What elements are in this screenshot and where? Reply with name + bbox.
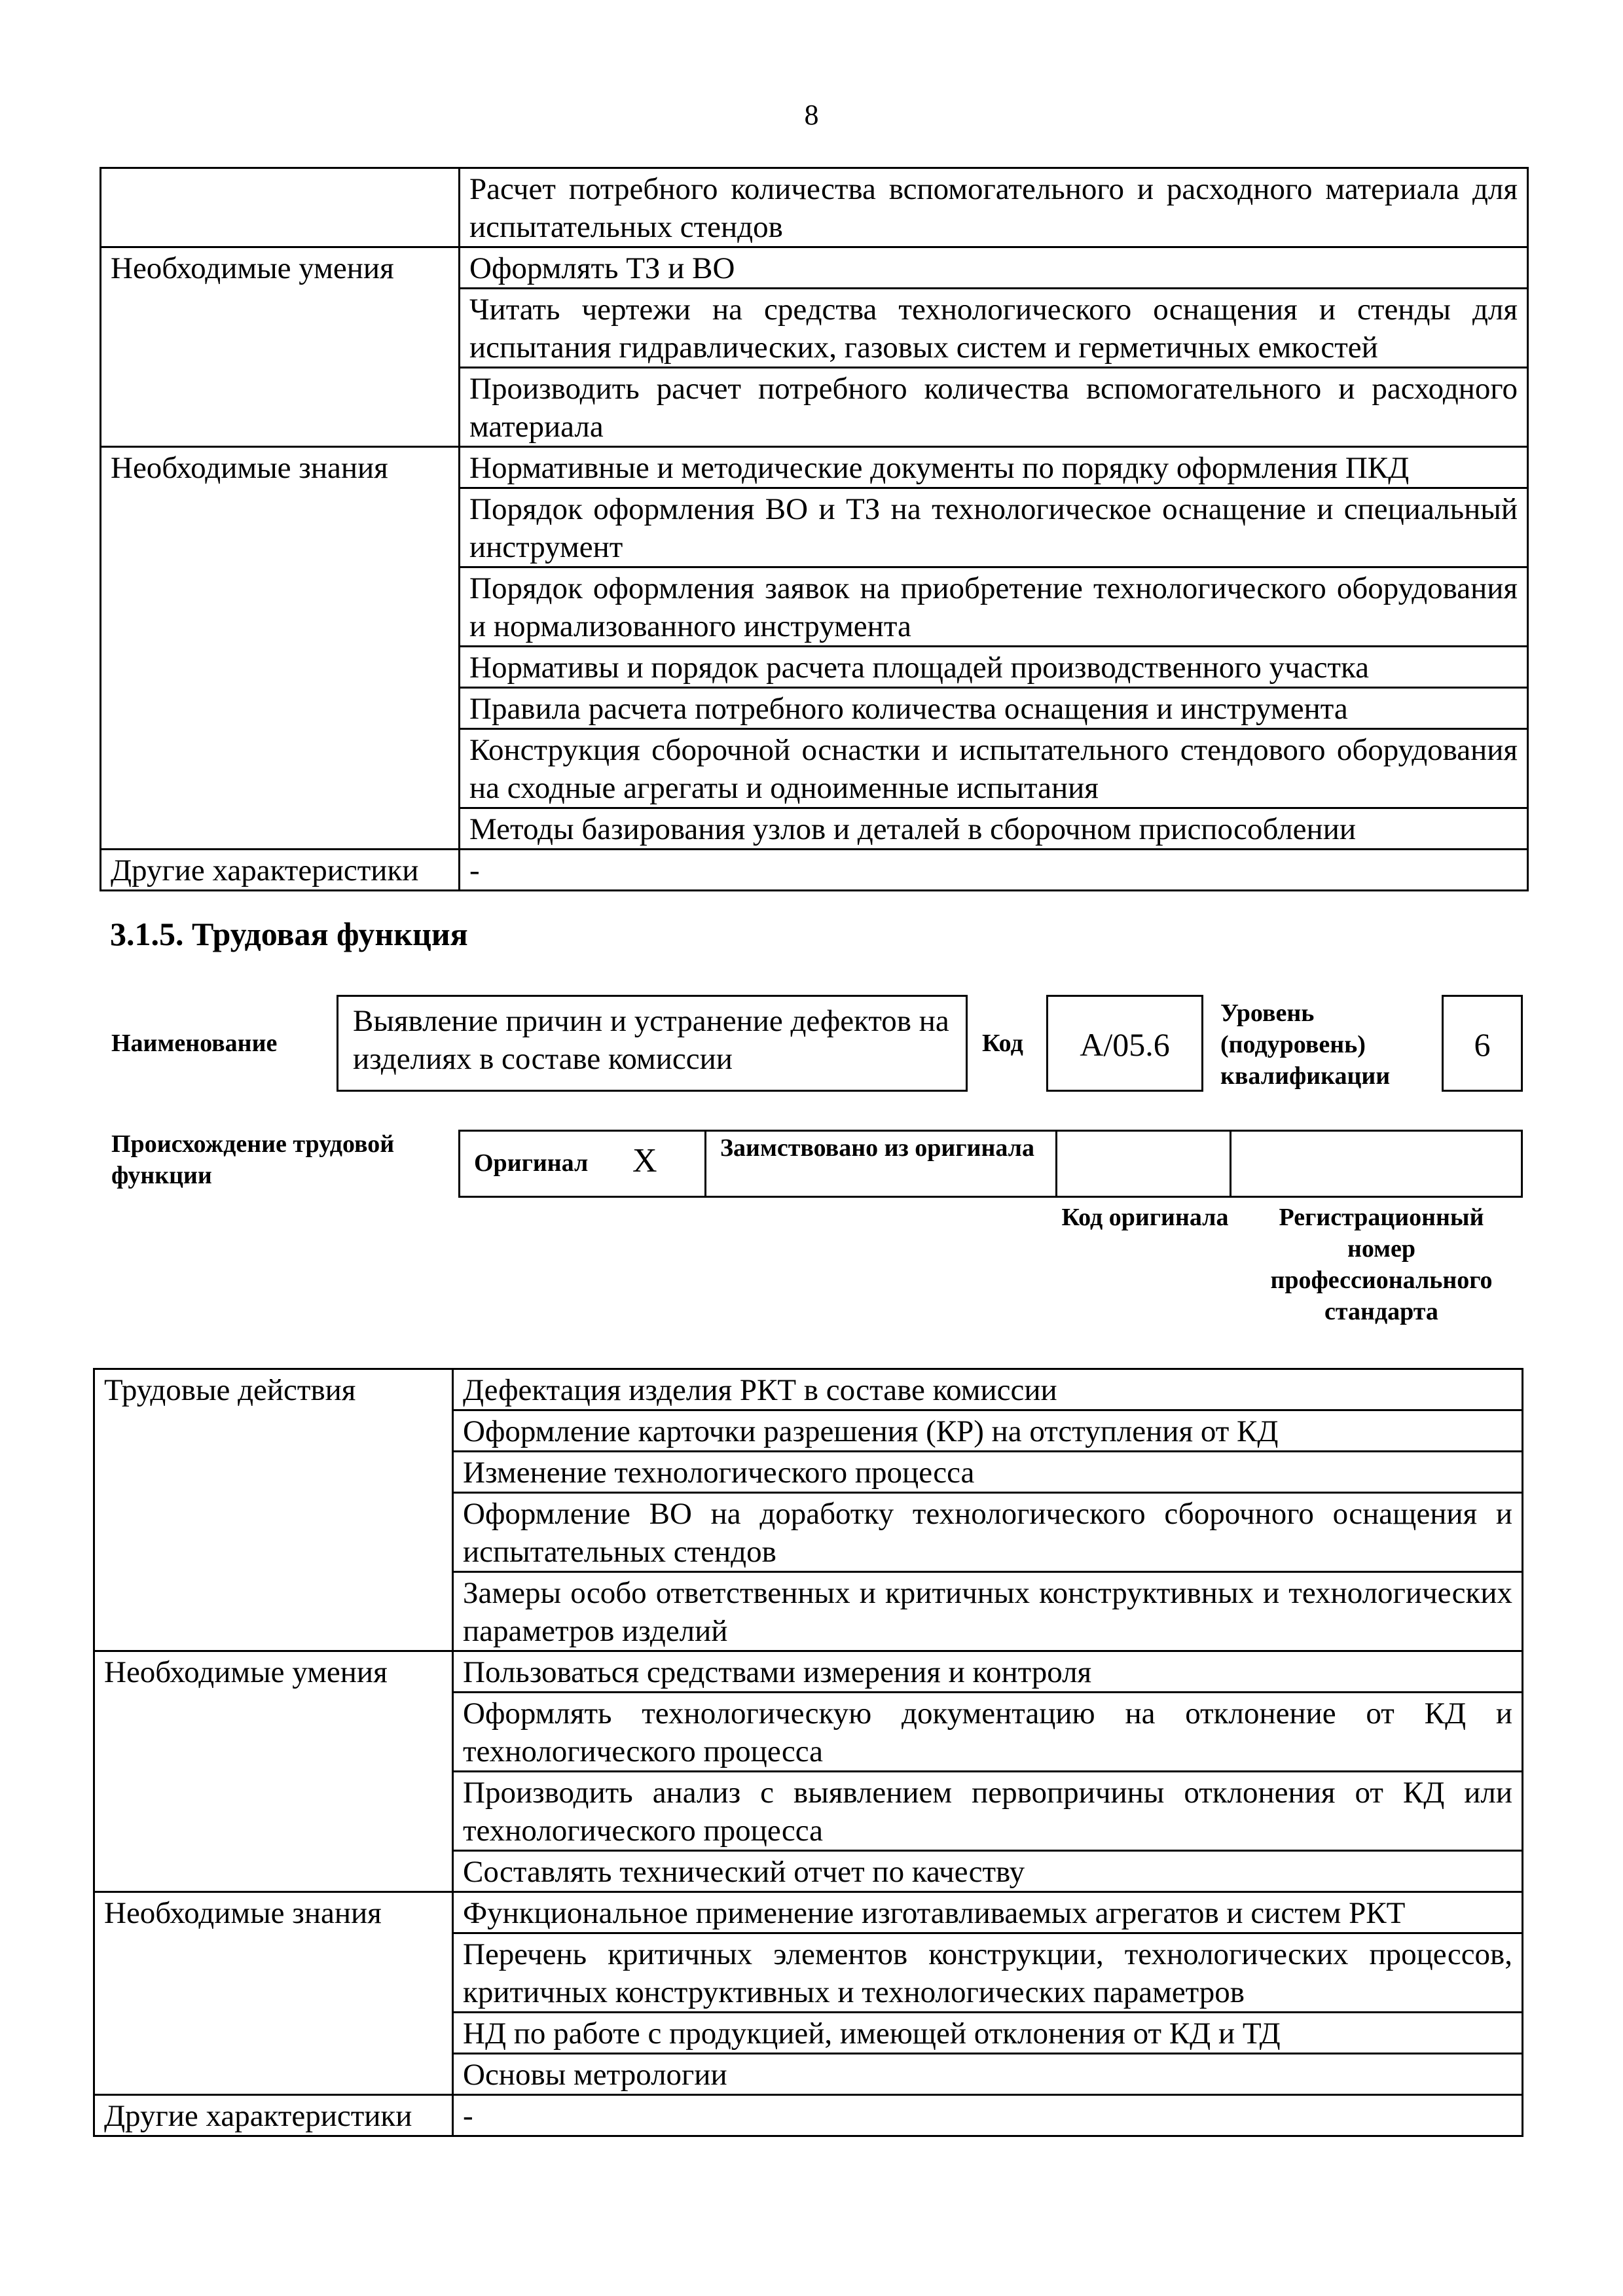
row-content: Правила расчета потребного количества оснащения и инструмента xyxy=(460,688,1528,729)
row-content: - xyxy=(460,850,1528,891)
level-box xyxy=(1442,995,1523,1092)
table-row xyxy=(101,168,1528,247)
level-value: 6 xyxy=(1474,1026,1491,1063)
row-label xyxy=(94,2013,453,2054)
requirements-table-bottom xyxy=(93,1368,1523,2137)
row-content: Замеры особо ответственных и критичных конструктивных и технологических параметров изделий xyxy=(453,1572,1523,1651)
table-row xyxy=(94,1693,1523,1772)
table-row xyxy=(94,1410,1523,1452)
row-content: Производить расчет потребного количества вспомогательного и расходного материала xyxy=(460,368,1528,447)
table-row xyxy=(94,2054,1523,2095)
row-label xyxy=(94,1410,453,1452)
row-label xyxy=(94,1693,453,1772)
row-content: Оформлять технологическую документацию на отклонение от КД и технологического процесса xyxy=(453,1693,1523,1772)
divider xyxy=(1055,1130,1057,1198)
row-content: Порядок оформления ВО и ТЗ на технологическое оснащение и специальный инструмент xyxy=(460,488,1528,567)
row-label xyxy=(94,1851,453,1892)
table-row xyxy=(94,1452,1523,1493)
table-row xyxy=(101,289,1528,368)
row-content: Дефектация изделия РКТ в составе комиссии xyxy=(453,1369,1523,1410)
row-content: Оформление ВО на доработку технологического сборочного оснащения и испытательных стендов xyxy=(453,1493,1523,1572)
origin-label: Происхождение трудовой функции xyxy=(111,1130,395,1189)
row-content: Пользоваться средствами измерения и контроля xyxy=(453,1651,1523,1693)
row-label xyxy=(101,289,460,368)
table-row xyxy=(101,729,1528,808)
row-content: Составлять технический отчет по качеству xyxy=(453,1851,1523,1892)
code-caption: Код оригинала xyxy=(1061,1204,1229,1231)
row-content: Основы метрологии xyxy=(453,2054,1523,2095)
row-label xyxy=(94,1493,453,1572)
code-value: А/05.6 xyxy=(1080,1026,1170,1063)
code-box xyxy=(1046,995,1203,1092)
reg-caption: Регистрационный номер профессионального стандарта xyxy=(1270,1204,1493,1325)
row-label xyxy=(101,647,460,688)
row-label xyxy=(101,688,460,729)
table-row xyxy=(94,1892,1523,1933)
row-label xyxy=(101,368,460,447)
table-row xyxy=(101,850,1528,891)
row-label xyxy=(101,729,460,808)
row-content: НД по работе с продукцией, имеющей отклонения от КД и ТД xyxy=(453,2013,1523,2054)
row-content: Читать чертежи на средства технологического оснащения и стенды для испытания гидравлических, газовых систем и герметичных емкостей xyxy=(460,289,1528,368)
divider xyxy=(1230,1130,1231,1198)
row-content: Конструкция сборочной оснастки и испытательного стендового оборудования на сходные агрегаты и одноименные испытания xyxy=(460,729,1528,808)
requirements-table-top xyxy=(100,167,1529,891)
name-value: Выявление причин и устранение дефектов на изделиях в составе комиссии xyxy=(353,1004,949,1076)
row-content: Перечень критичных элементов конструкции, технологических процессов, критичных конструктивных и технологических параметров xyxy=(453,1933,1523,2013)
level-label: Уровень (подуровень) квалификации xyxy=(1220,999,1391,1090)
table-row xyxy=(101,488,1528,567)
table-row xyxy=(101,567,1528,647)
table-row xyxy=(94,1851,1523,1892)
row-content: Оформлять ТЗ и ВО xyxy=(460,247,1528,289)
name-label: Наименование xyxy=(111,1030,278,1057)
table-row xyxy=(101,368,1528,447)
row-label: Необходимые знания xyxy=(94,1892,453,1933)
table-row xyxy=(94,2095,1523,2136)
borrowed-label: Заимствовано из оригинала xyxy=(720,1134,1034,1162)
row-label xyxy=(94,1452,453,1493)
row-label xyxy=(101,488,460,567)
row-content: Изменение технологического процесса xyxy=(453,1452,1523,1493)
code-label: Код xyxy=(982,1030,1023,1057)
table-row xyxy=(94,1369,1523,1410)
table-row xyxy=(94,1572,1523,1651)
row-label xyxy=(101,168,460,247)
row-content: Функциональное применение изготавливаемых агрегатов и систем РКТ xyxy=(453,1892,1523,1933)
divider xyxy=(704,1130,706,1198)
table-row xyxy=(101,247,1528,289)
row-label: Необходимые знания xyxy=(101,447,460,488)
row-content: Расчет потребного количества вспомогательного и расходного материала для испытательных стендов xyxy=(460,168,1528,247)
row-label: Необходимые умения xyxy=(94,1651,453,1693)
row-content: Методы базирования узлов и деталей в сборочном приспособлении xyxy=(460,808,1528,850)
page-number: 8 xyxy=(804,99,819,131)
row-label xyxy=(94,2054,453,2095)
row-content: - xyxy=(453,2095,1523,2136)
row-label xyxy=(101,808,460,850)
row-label xyxy=(94,1572,453,1651)
table-row xyxy=(94,1772,1523,1851)
section-title: 3.1.5. Трудовая функция xyxy=(110,916,468,952)
row-label: Другие характеристики xyxy=(94,2095,453,2136)
row-label: Необходимые умения xyxy=(101,247,460,289)
row-content: Оформление карточки разрешения (КР) на отступления от КД xyxy=(453,1410,1523,1452)
original-mark: X xyxy=(632,1142,657,1179)
table-row xyxy=(101,447,1528,488)
row-content: Нормативы и порядок расчета площадей производственного участка xyxy=(460,647,1528,688)
name-box xyxy=(337,995,968,1092)
table-row xyxy=(94,1493,1523,1572)
row-content: Производить анализ с выявлением первопричины отклонения от КД или технологического процесса xyxy=(453,1772,1523,1851)
row-label xyxy=(101,567,460,647)
row-label xyxy=(94,1933,453,2013)
row-label: Трудовые действия xyxy=(94,1369,453,1410)
table-row xyxy=(94,1651,1523,1693)
row-label: Другие характеристики xyxy=(101,850,460,891)
row-label xyxy=(94,1772,453,1851)
table-row xyxy=(94,2013,1523,2054)
row-content: Порядок оформления заявок на приобретение технологического оборудования и нормализованного инструмента xyxy=(460,567,1528,647)
table-row xyxy=(101,688,1528,729)
row-content: Нормативные и методические документы по порядку оформления ПКД xyxy=(460,447,1528,488)
table-row xyxy=(101,647,1528,688)
original-label: Оригинал xyxy=(474,1149,589,1177)
table-row xyxy=(94,1933,1523,2013)
table-row xyxy=(101,808,1528,850)
